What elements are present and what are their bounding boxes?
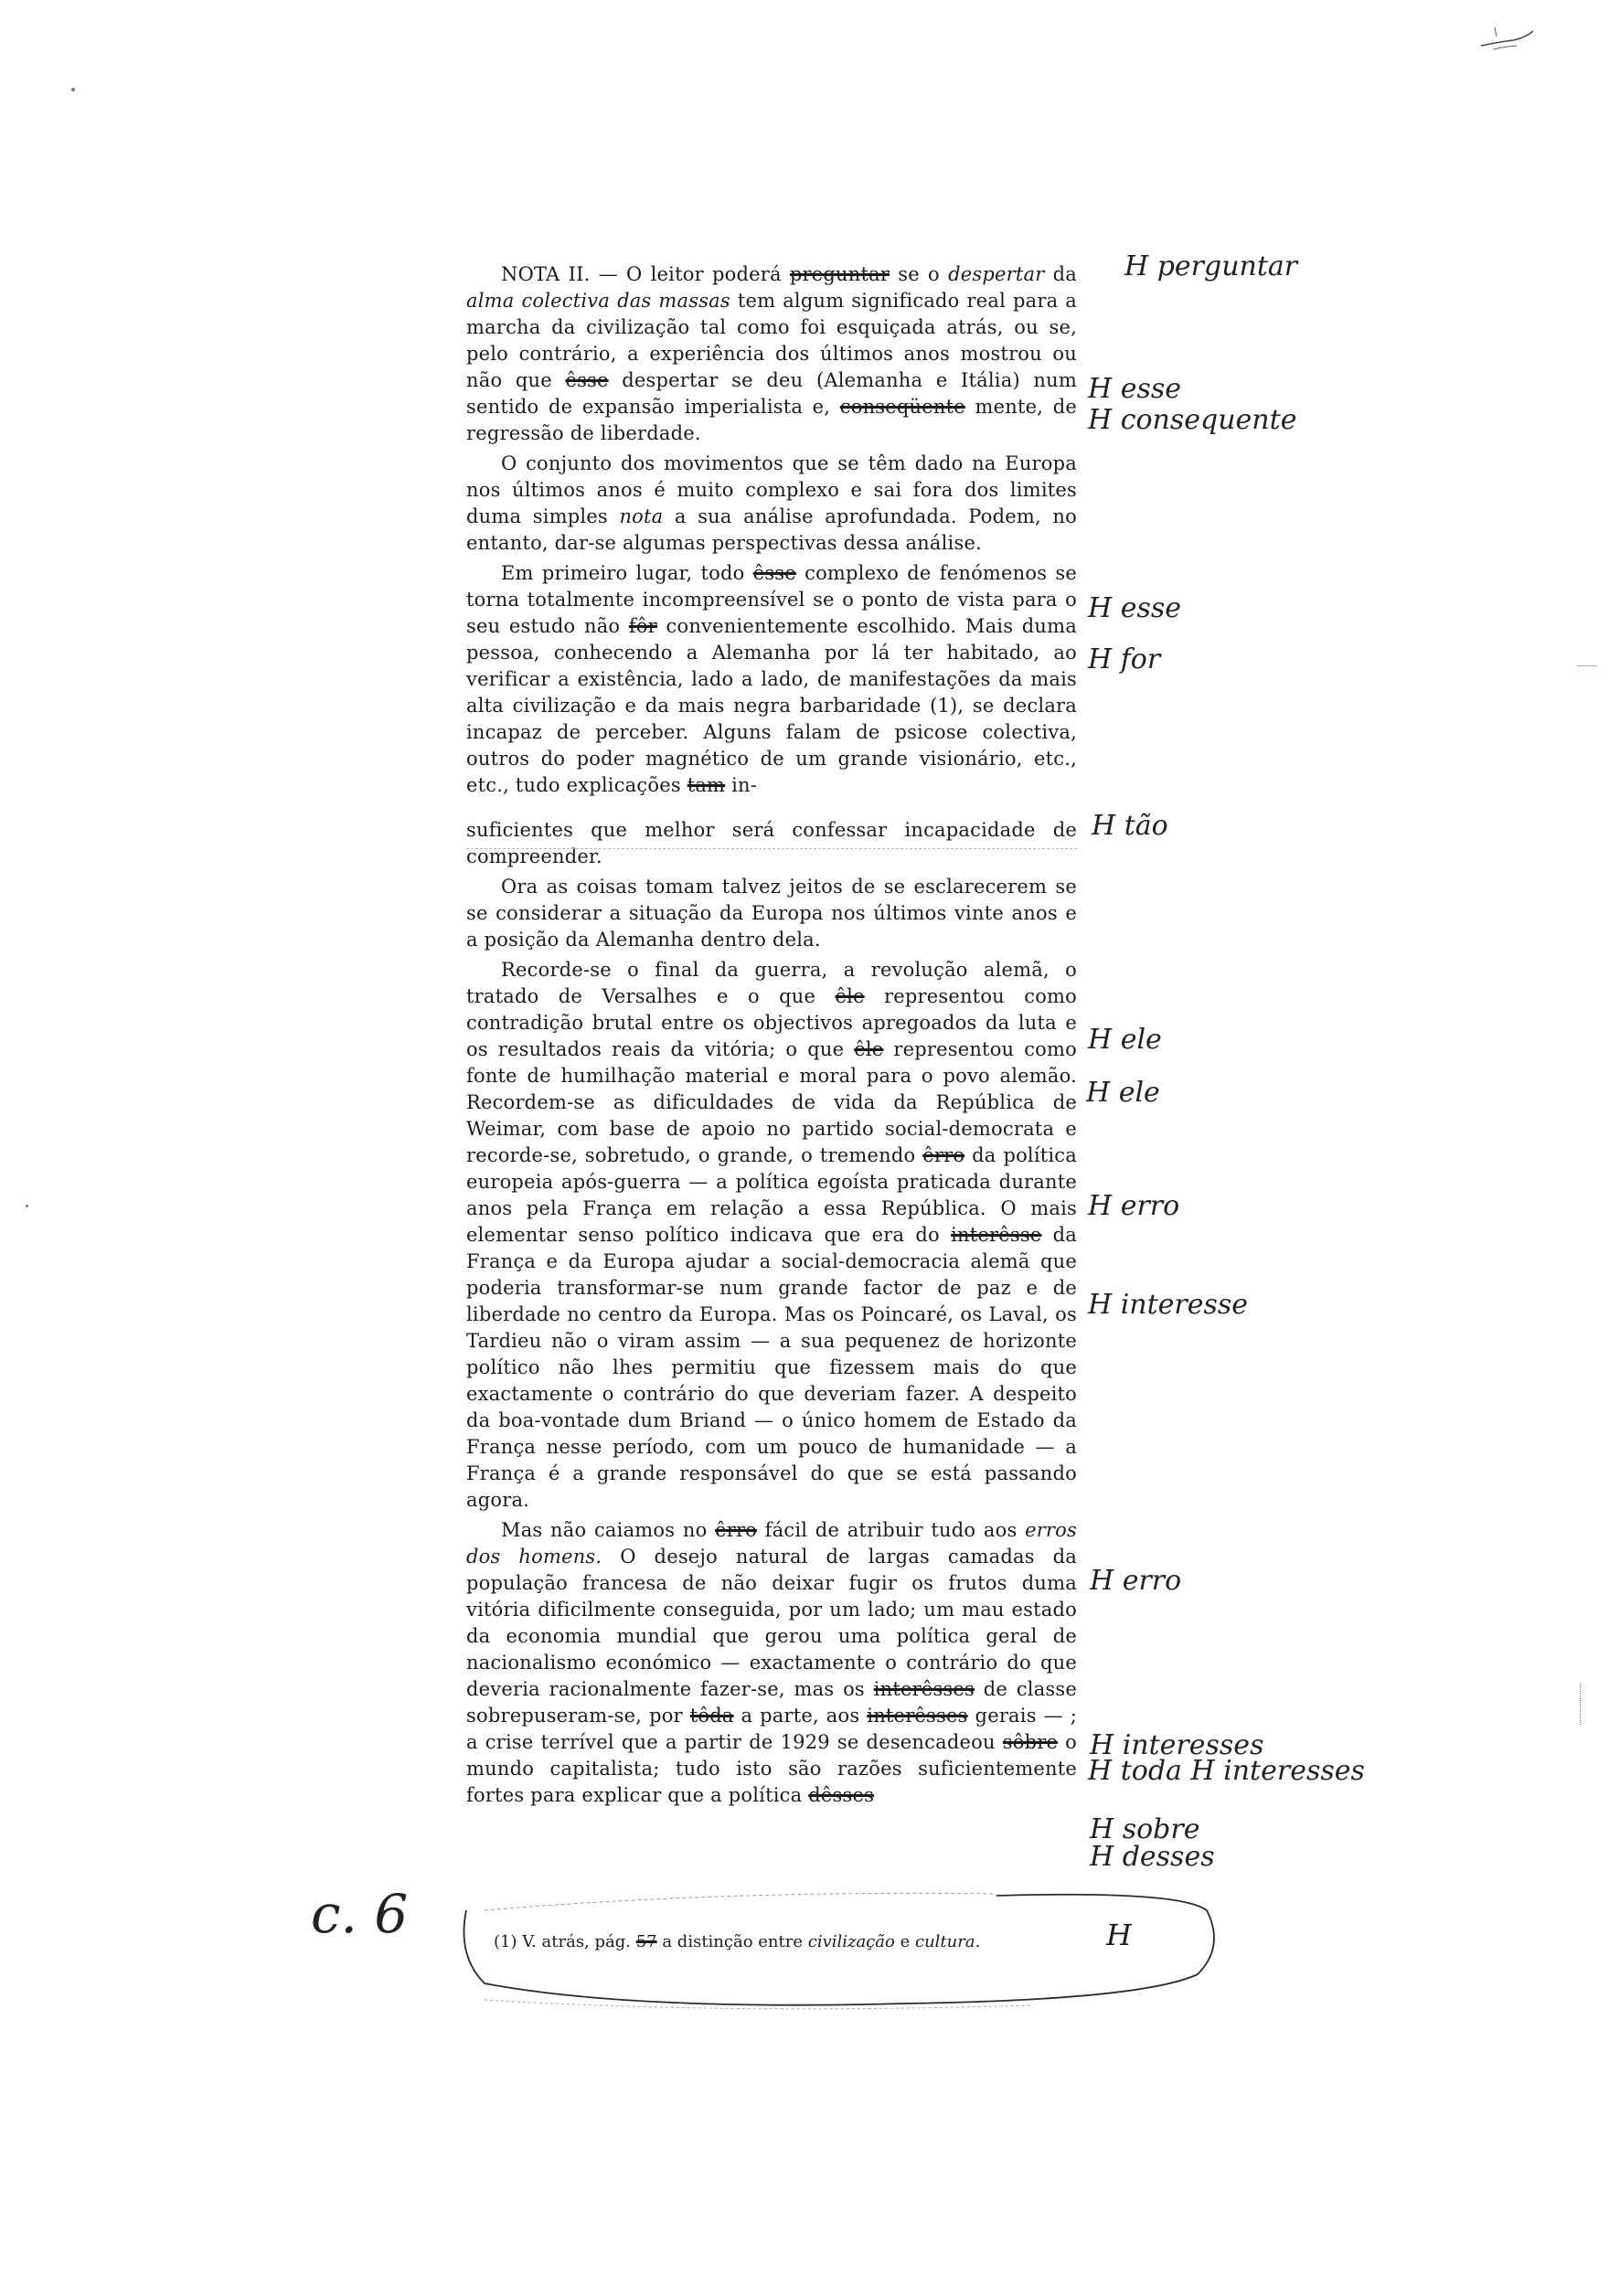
footnote bbox=[448, 1883, 1225, 2011]
margin-note: H esse bbox=[1088, 592, 1181, 624]
paragraph-4: Ora as coisas tomam talvez jeitos de se esclarecerem se se considerar a situação da Europa nos últimos vinte anos e a posição da Alemanha dentro dela. bbox=[466, 876, 1077, 951]
footnote-margin-h: H bbox=[1106, 1918, 1132, 1952]
margin-note: H interesse bbox=[1088, 1289, 1249, 1321]
pencil-scribble-mark bbox=[1476, 18, 1540, 55]
margin-note: H erro bbox=[1090, 1565, 1182, 1597]
margin-note: H ele bbox=[1086, 1077, 1160, 1109]
paragraph-5: Recorde-se o final da guerra, a revolução alemã, o tratado de Versalhes e o que êle representou como contradição brutal entre os objectivos apregoados da luta e os resultados reais da vitória; o que êle representou como fonte de humilhação material e moral para o povo alemão. Recordem-se as dificuldades de vida da República de Weimar, com base de apoio no partido social-democrata e recorde-se, sobretudo, o grande, o tremendo êrro da política europeia após-guerra — a política egoísta praticada durante anos pela França em relação a essa República. O mais elementar senso político indicava que era do interêsse da França e da Europa ajudar a social-democracia alemã que poderia transformar-se num grande factor de paz e de liberdade no centro da Europa. Mas os Poincaré, os Laval, os Tardieu não o viram assim — a sua pequenez de horizonte político não lhes permitiu que fizessem mais do que exactamente o contrário do que deveriam fazer. A despeito da boa-vontade dum Briand — o único homem de Estado da França nesse período, com um pouco de humanidade — a França é a grande responsável do que se está passando agora. bbox=[466, 959, 1077, 1511]
speck-mark bbox=[26, 1205, 28, 1207]
speck-mark bbox=[71, 88, 75, 91]
paragraph-3-continued: suficientes que melhor será confessar incapacidade de compreender. bbox=[466, 819, 1077, 867]
margin-note: H sobre bbox=[1090, 1813, 1200, 1845]
paragraph-1: NOTA II. — O leitor poderá preguntar se o despertar da alma colectiva das massas tem algum significado real para a marcha da civilização tal como foi esquiçada atrás, ou se, pelo contrário, a experiência dos últimos anos mostrou ou não que êsse despertar se deu (Alemanha e Itália) num sentido de expansão imperialista e, conseqüente mente, de regressão de liberdade. bbox=[466, 263, 1077, 444]
main-text bbox=[466, 261, 1077, 1812]
margin-note: H for bbox=[1088, 643, 1161, 675]
margin-note: H interesses bbox=[1090, 1729, 1264, 1761]
margin-rule bbox=[1577, 665, 1597, 666]
footnote-text: (1) V. atrás, pág. 57 a distinção entre civilização e cultura. bbox=[494, 1932, 981, 1951]
paragraph-2: O conjunto dos movimentos que se têm dado na Europa nos últimos anos é muito complexo e sai fora dos limites duma simples nota a sua análise aprofundada. Podem, no entanto, dar-se algumas perspectivas dessa análise. bbox=[466, 452, 1077, 554]
margin-note: H perguntar bbox=[1124, 250, 1298, 282]
margin-note: H desses bbox=[1090, 1841, 1215, 1873]
page-join-line bbox=[466, 848, 1077, 849]
paragraph-3: Em primeiro lugar, todo êsse complexo de fenómenos se torna totalmente incompreensível se o ponto de vista para o seu estudo não fôr convenientemente escolhido. Mais duma pessoa, conhecendo a Alemanha por lá ter habitado, ao verificar a existência, lado a lado, de manifestações da mais alta civilização e da mais negra barbaridade (1), se declara incapaz de perceber. Alguns falam de psicose colectiva, outros do poder magnético de um grande visionário, etc., etc., tudo explicações tam in- bbox=[466, 562, 1077, 796]
margin-note: H esse bbox=[1088, 373, 1181, 405]
margin-note: H tão bbox=[1092, 810, 1168, 842]
edge-mark bbox=[1580, 1684, 1583, 1725]
margin-note: H erro bbox=[1088, 1190, 1180, 1222]
margin-note: H ele bbox=[1088, 1024, 1162, 1056]
margin-note: H consequente bbox=[1088, 404, 1297, 436]
folio-mark: c. 6 bbox=[311, 1883, 409, 1945]
margin-note: H toda H interesses bbox=[1088, 1755, 1365, 1787]
paragraph-6: Mas não caiamos no êrro fácil de atribuir tudo aos erros dos homens. O desejo natural de largas camadas da população francesa de não deixar fugir os frutos duma vitória dificilmente conseguida, por um lado; um mau estado da economia mundial que gerou uma política geral de nacionalismo económico — exactamente o contrário do que deveria racionalmente fazer-se, mas os interêsses de classe sobrepuseram-se, por tôda a parte, aos interêsses gerais — ; a crise terrível que a partir de 1929 se desencadeou sôbre o mundo capitalista; tudo isto são razões suficientemente fortes para explicar que a política dêsses bbox=[466, 1519, 1078, 1806]
